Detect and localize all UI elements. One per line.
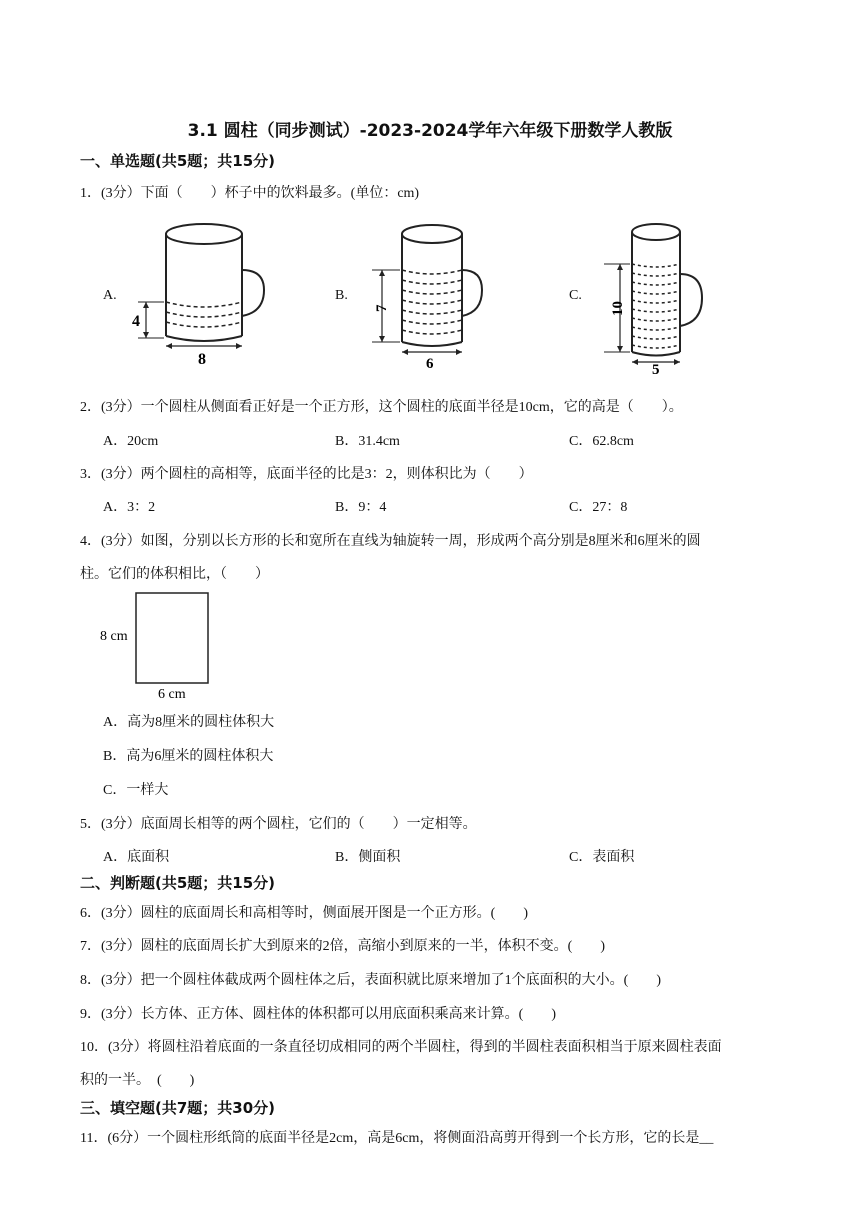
q3-option-b[interactable]: B．9：4 <box>335 500 387 515</box>
question-10-text-line2: 积的一半。 ( ) <box>80 1073 195 1088</box>
question-3-text: 3．(3分）两个圆柱的高相等，底面半径的比是3：2，则体积比为（ ） <box>80 467 533 482</box>
question-10-text-line1: 10．(3分）将圆柱沿着底面的一条直径切成相同的两个半圆柱，得到的半圆柱表面积相当于原来圆柱表面 <box>80 1040 722 1055</box>
question-6-text: 6．(3分）圆柱的底面周长和高相等时，侧面展开图是一个正方形。( ) <box>80 906 528 921</box>
q2-option-b[interactable]: B．31.4cm <box>335 434 400 449</box>
cup-b-figure <box>368 218 488 370</box>
q4-option-b[interactable]: B．高为6厘米的圆柱体积大 <box>103 749 274 764</box>
section-heading-true-false: 二、判断题(共5题；共15分) <box>80 874 276 892</box>
question-4-text-line2: 柱。它们的体积相比，（ ） <box>80 567 269 582</box>
question-9-text: 9．(3分）长方体、正方体、圆柱体的体积都可以用底面积乘高来计算。( ) <box>80 1007 556 1022</box>
cup-a-height-label: 4 <box>132 313 140 330</box>
q2-option-c[interactable]: C．62.8cm <box>569 434 634 449</box>
q3-option-c[interactable]: C．27：8 <box>569 500 628 515</box>
question-8-text: 8．(3分）把一个圆柱体截成两个圆柱体之后，表面积就比原来增加了1个底面积的大小。( ) <box>80 973 661 988</box>
page-title: 3.1 圆柱（同步测试）-2023-2024学年六年级下册数学人教版 <box>187 121 673 141</box>
rectangle-width-label: 6 cm <box>158 687 186 702</box>
cup-b-height-label: 7 <box>374 304 390 312</box>
question-11-text: 11．(6分）一个圆柱形纸筒的底面半径是2cm，高是6cm，将侧面沿高剪开得到一个长方形，它的长是__ <box>80 1131 714 1146</box>
cup-a-figure <box>130 218 270 370</box>
q5-option-b[interactable]: B．侧面积 <box>335 850 401 865</box>
question-2-text: 2．(3分）一个圆柱从侧面看正好是一个正方形，这个圆柱的底面半径是10cm，它的高是（ ）。 <box>80 400 683 415</box>
q5-option-c[interactable]: C．表面积 <box>569 850 635 865</box>
q1-option-a-label[interactable]: A. <box>103 288 117 303</box>
rectangle-height-label: 8 cm <box>100 629 128 644</box>
cup-c-width-label: 5 <box>652 362 660 376</box>
cup-c-figure <box>598 218 718 376</box>
question-7-text: 7．(3分）圆柱的底面周长扩大到原来的2倍，高缩小到原来的一半，体积不变。( ) <box>80 939 605 954</box>
question-1-text: 1．(3分）下面（ ）杯子中的饮料最多。(单位：cm) <box>80 186 420 201</box>
q4-option-c[interactable]: C．一样大 <box>103 783 169 798</box>
q5-option-a[interactable]: A．底面积 <box>103 850 170 865</box>
section-heading-single-choice: 一、单选题(共5题；共15分) <box>80 152 276 170</box>
q4-option-a[interactable]: A．高为8厘米的圆柱体积大 <box>103 715 275 730</box>
cup-b-width-label: 6 <box>426 356 434 370</box>
q1-option-c-label[interactable]: C. <box>569 288 582 303</box>
question-4-text-line1: 4．(3分）如图，分别以长方形的长和宽所在直线为轴旋转一周，形成两个高分别是8厘米和6厘米的圆 <box>80 534 701 549</box>
q1-option-b-label[interactable]: B. <box>335 288 348 303</box>
rectangle-figure <box>98 590 218 702</box>
cup-a-width-label: 8 <box>198 351 206 368</box>
cup-c-height-label: 10 <box>610 301 626 316</box>
section-heading-fill-blank: 三、填空题(共7题；共30分) <box>80 1099 276 1117</box>
q2-option-a[interactable]: A．20cm <box>103 434 159 449</box>
q3-option-a[interactable]: A．3：2 <box>103 500 156 515</box>
question-5-text: 5．(3分）底面周长相等的两个圆柱，它们的（ ）一定相等。 <box>80 817 477 832</box>
